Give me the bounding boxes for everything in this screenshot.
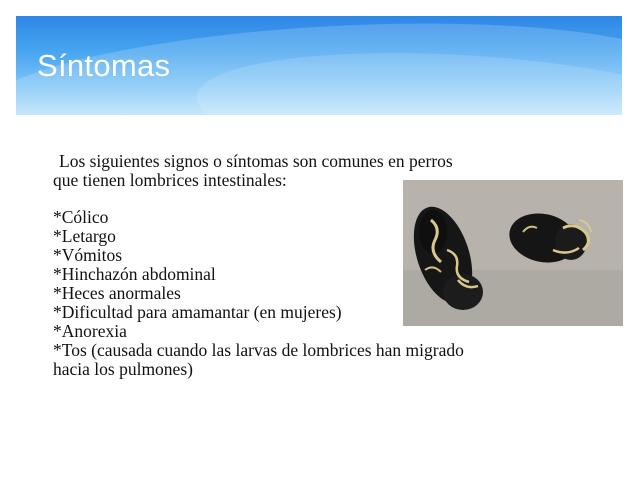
intro-paragraph <box>53 152 573 190</box>
symptom-item: *Anorexia <box>53 321 127 341</box>
intro-line-1: Los siguientes signos o síntomas son comunes en perros <box>59 151 453 171</box>
symptom-list <box>53 208 573 379</box>
symptom-item: *Tos (causada cuando las larvas de lombrices han migrado <box>53 340 464 360</box>
intro-line-2: que tienen lombrices intestinales: <box>53 170 287 190</box>
symptom-item: hacia los pulmones) <box>53 359 193 379</box>
symptom-item: *Hinchazón abdominal <box>53 264 216 284</box>
symptom-item: *Heces anormales <box>53 283 181 303</box>
symptom-item: *Dificultad para amamantar (en mujeres) <box>53 302 342 322</box>
symptom-item: *Letargo <box>53 226 116 246</box>
slide-title: Síntomas <box>37 48 171 83</box>
symptom-item: *Vómitos <box>53 245 123 265</box>
symptom-item: *Cólico <box>53 207 109 227</box>
slide-body <box>53 152 573 379</box>
